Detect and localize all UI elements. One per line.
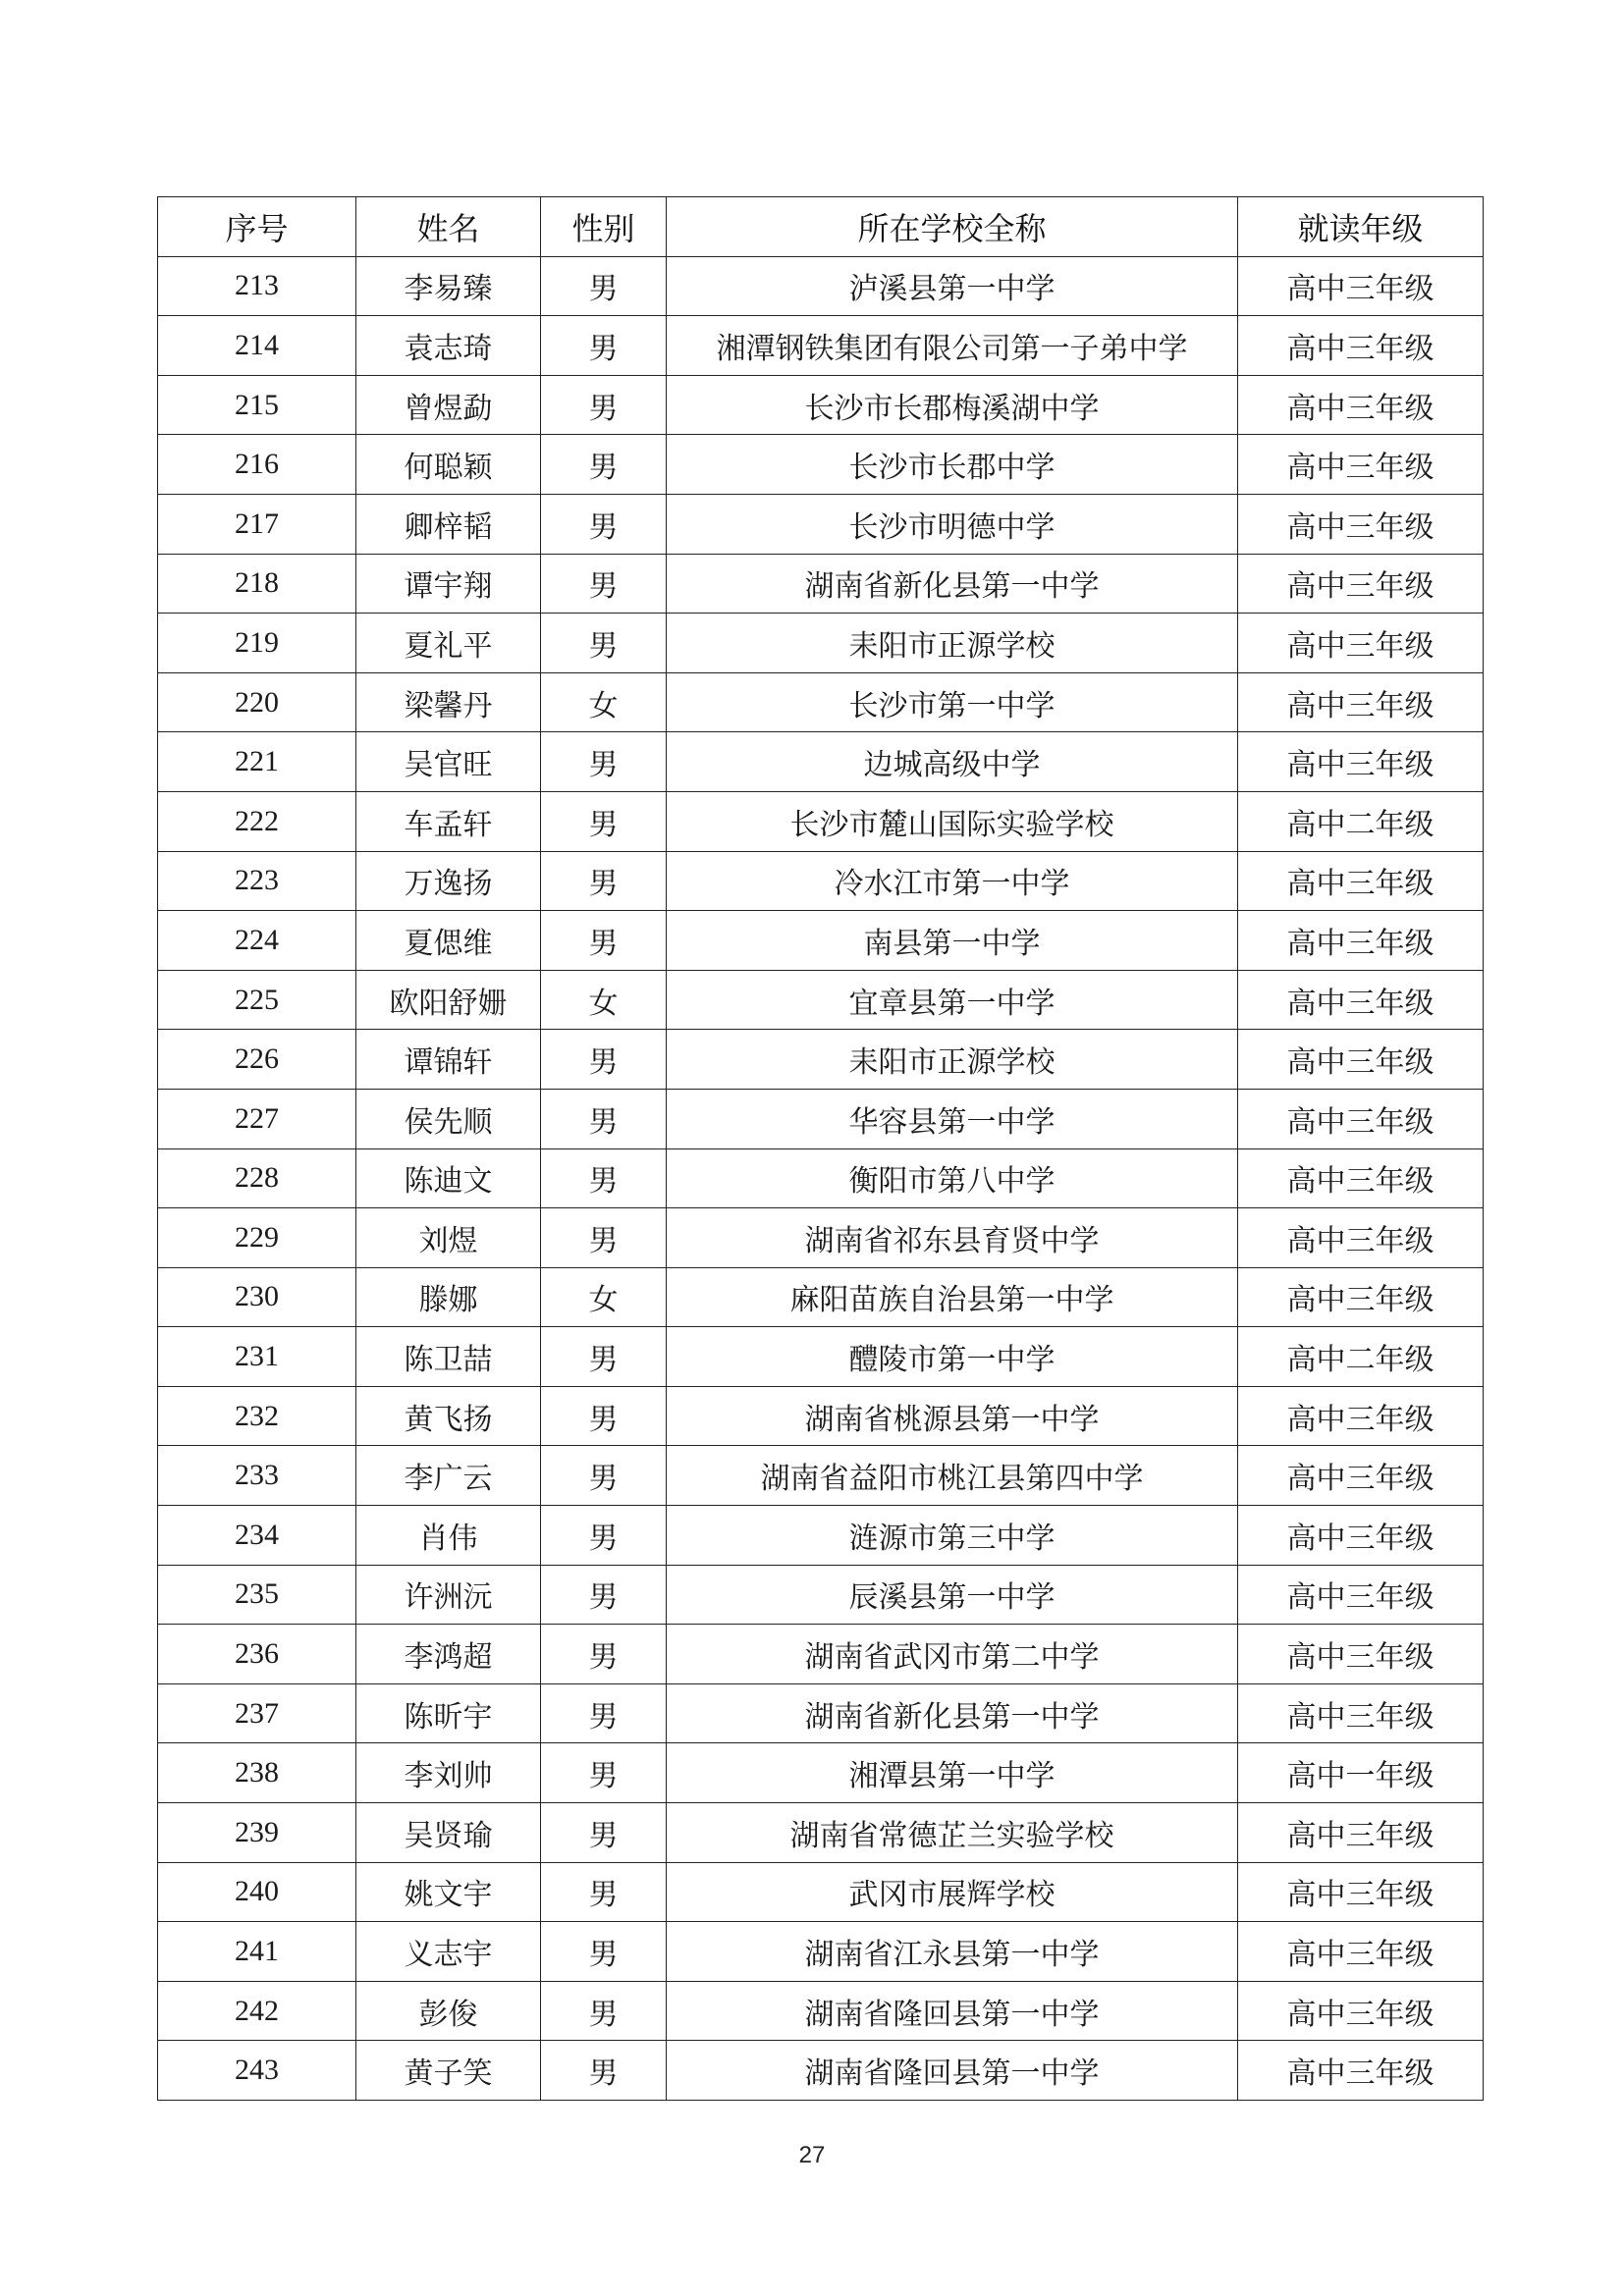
cell-grade: 高中一年级 <box>1238 1743 1484 1803</box>
cell-gender: 女 <box>541 970 667 1030</box>
cell-grade: 高中三年级 <box>1238 1981 1484 2041</box>
cell-school: 长沙市明德中学 <box>667 494 1238 554</box>
table-row <box>158 375 1484 435</box>
cell-name: 姚文宇 <box>356 1862 541 1922</box>
cell-serial-number: 216 <box>158 435 356 495</box>
table-row <box>158 1148 1484 1208</box>
cell-grade: 高中三年级 <box>1238 1625 1484 1684</box>
cell-grade: 高中三年级 <box>1238 375 1484 435</box>
cell-name: 李易臻 <box>356 256 541 316</box>
cell-grade: 高中三年级 <box>1238 1446 1484 1506</box>
table-row <box>158 851 1484 911</box>
table-header <box>158 197 1484 257</box>
cell-serial-number: 242 <box>158 1981 356 2041</box>
cell-serial-number: 238 <box>158 1743 356 1803</box>
cell-school: 长沙市长郡中学 <box>667 435 1238 495</box>
cell-name: 滕娜 <box>356 1267 541 1327</box>
cell-grade: 高中三年级 <box>1238 1089 1484 1148</box>
cell-gender: 男 <box>541 1148 667 1208</box>
table-row <box>158 1267 1484 1327</box>
cell-gender: 男 <box>541 1803 667 1863</box>
cell-school: 华容县第一中学 <box>667 1089 1238 1148</box>
cell-serial-number: 213 <box>158 256 356 316</box>
cell-school: 武冈市展辉学校 <box>667 1862 1238 1922</box>
cell-school: 湖南省新化县第一中学 <box>667 554 1238 614</box>
cell-name: 陈昕宇 <box>356 1683 541 1743</box>
cell-grade: 高中三年级 <box>1238 494 1484 554</box>
cell-school: 涟源市第三中学 <box>667 1506 1238 1566</box>
cell-school: 冷水江市第一中学 <box>667 851 1238 911</box>
cell-serial-number: 221 <box>158 732 356 792</box>
cell-school: 湖南省益阳市桃江县第四中学 <box>667 1446 1238 1506</box>
cell-school: 辰溪县第一中学 <box>667 1565 1238 1625</box>
cell-name: 彭俊 <box>356 1981 541 2041</box>
cell-gender: 男 <box>541 791 667 851</box>
cell-gender: 男 <box>541 1981 667 2041</box>
table-row <box>158 1506 1484 1566</box>
page-number: 27 <box>798 2142 826 2168</box>
table-row <box>158 1862 1484 1922</box>
cell-gender: 男 <box>541 316 667 376</box>
cell-serial-number: 236 <box>158 1625 356 1684</box>
cell-gender: 男 <box>541 1089 667 1148</box>
table-row <box>158 1089 1484 1148</box>
cell-grade: 高中三年级 <box>1238 851 1484 911</box>
table-row <box>158 316 1484 376</box>
cell-school: 麻阳苗族自治县第一中学 <box>667 1267 1238 1327</box>
cell-name: 谭宇翔 <box>356 554 541 614</box>
cell-grade: 高中三年级 <box>1238 554 1484 614</box>
cell-name: 肖伟 <box>356 1506 541 1566</box>
cell-name: 陈卫喆 <box>356 1327 541 1387</box>
cell-school: 湘潭钢铁集团有限公司第一子弟中学 <box>667 316 1238 376</box>
cell-grade: 高中三年级 <box>1238 1386 1484 1446</box>
cell-name: 车孟轩 <box>356 791 541 851</box>
cell-serial-number: 229 <box>158 1208 356 1268</box>
cell-name: 黄飞扬 <box>356 1386 541 1446</box>
cell-name: 谭锦轩 <box>356 1030 541 1090</box>
cell-name: 许洲沅 <box>356 1565 541 1625</box>
cell-name: 吴贤瑜 <box>356 1803 541 1863</box>
cell-serial-number: 227 <box>158 1089 356 1148</box>
cell-serial-number: 235 <box>158 1565 356 1625</box>
cell-school: 湖南省隆回县第一中学 <box>667 1981 1238 2041</box>
cell-serial-number: 222 <box>158 791 356 851</box>
cell-grade: 高中三年级 <box>1238 256 1484 316</box>
cell-grade: 高中三年级 <box>1238 2041 1484 2101</box>
cell-gender: 男 <box>541 494 667 554</box>
cell-school: 南县第一中学 <box>667 911 1238 971</box>
cell-gender: 男 <box>541 375 667 435</box>
cell-serial-number: 239 <box>158 1803 356 1863</box>
table-row <box>158 672 1484 732</box>
cell-gender: 男 <box>541 614 667 673</box>
cell-serial-number: 231 <box>158 1327 356 1387</box>
cell-gender: 男 <box>541 732 667 792</box>
cell-gender: 男 <box>541 1208 667 1268</box>
cell-name: 万逸扬 <box>356 851 541 911</box>
cell-name: 侯先顺 <box>356 1089 541 1148</box>
table-row <box>158 1743 1484 1803</box>
table-row <box>158 1208 1484 1268</box>
cell-serial-number: 226 <box>158 1030 356 1090</box>
cell-school: 湖南省祁东县育贤中学 <box>667 1208 1238 1268</box>
cell-name: 义志宇 <box>356 1922 541 1982</box>
table-row <box>158 435 1484 495</box>
cell-gender: 男 <box>541 1862 667 1922</box>
cell-gender: 男 <box>541 1683 667 1743</box>
cell-gender: 女 <box>541 1267 667 1327</box>
cell-name: 李广云 <box>356 1446 541 1506</box>
cell-school: 长沙市麓山国际实验学校 <box>667 791 1238 851</box>
student-roster-table <box>157 196 1484 2101</box>
table-row <box>158 614 1484 673</box>
cell-grade: 高中三年级 <box>1238 1030 1484 1090</box>
cell-grade: 高中三年级 <box>1238 1148 1484 1208</box>
cell-name: 梁馨丹 <box>356 672 541 732</box>
cell-name: 刘煜 <box>356 1208 541 1268</box>
cell-gender: 男 <box>541 1386 667 1446</box>
header-row <box>158 197 1484 257</box>
cell-gender: 男 <box>541 2041 667 2101</box>
cell-gender: 男 <box>541 1565 667 1625</box>
cell-school: 泸溪县第一中学 <box>667 256 1238 316</box>
cell-gender: 男 <box>541 911 667 971</box>
cell-gender: 男 <box>541 1743 667 1803</box>
cell-serial-number: 232 <box>158 1386 356 1446</box>
header-name: 姓名 <box>356 197 541 257</box>
cell-gender: 男 <box>541 1030 667 1090</box>
cell-school: 衡阳市第八中学 <box>667 1148 1238 1208</box>
cell-name: 卿梓韬 <box>356 494 541 554</box>
cell-school: 湖南省新化县第一中学 <box>667 1683 1238 1743</box>
table-row <box>158 1386 1484 1446</box>
cell-name: 李刘帅 <box>356 1743 541 1803</box>
cell-grade: 高中二年级 <box>1238 1327 1484 1387</box>
cell-grade: 高中三年级 <box>1238 435 1484 495</box>
table-row <box>158 2041 1484 2101</box>
table-row <box>158 1327 1484 1387</box>
table-row <box>158 554 1484 614</box>
table-row <box>158 1922 1484 1982</box>
table-row <box>158 1981 1484 2041</box>
cell-name: 欧阳舒姗 <box>356 970 541 1030</box>
cell-serial-number: 220 <box>158 672 356 732</box>
cell-serial-number: 215 <box>158 375 356 435</box>
cell-gender: 男 <box>541 554 667 614</box>
cell-school: 长沙市第一中学 <box>667 672 1238 732</box>
header-grade: 就读年级 <box>1238 197 1484 257</box>
table-row <box>158 494 1484 554</box>
cell-school: 湖南省隆回县第一中学 <box>667 2041 1238 2101</box>
cell-school: 边城高级中学 <box>667 732 1238 792</box>
cell-serial-number: 241 <box>158 1922 356 1982</box>
cell-grade: 高中三年级 <box>1238 672 1484 732</box>
cell-school: 宜章县第一中学 <box>667 970 1238 1030</box>
cell-name: 李鸿超 <box>356 1625 541 1684</box>
table-row <box>158 1446 1484 1506</box>
cell-gender: 男 <box>541 1446 667 1506</box>
cell-gender: 男 <box>541 1922 667 1982</box>
cell-name: 陈迪文 <box>356 1148 541 1208</box>
table-row <box>158 970 1484 1030</box>
cell-school: 湖南省桃源县第一中学 <box>667 1386 1238 1446</box>
cell-name: 曾煜勐 <box>356 375 541 435</box>
table-row <box>158 1565 1484 1625</box>
cell-school: 湖南省武冈市第二中学 <box>667 1625 1238 1684</box>
cell-gender: 男 <box>541 1506 667 1566</box>
cell-grade: 高中三年级 <box>1238 316 1484 376</box>
cell-serial-number: 240 <box>158 1862 356 1922</box>
cell-school: 湖南省常德芷兰实验学校 <box>667 1803 1238 1863</box>
cell-serial-number: 219 <box>158 614 356 673</box>
header-gender: 性别 <box>541 197 667 257</box>
cell-school: 湘潭县第一中学 <box>667 1743 1238 1803</box>
cell-name: 袁志琦 <box>356 316 541 376</box>
cell-serial-number: 218 <box>158 554 356 614</box>
cell-grade: 高中三年级 <box>1238 1922 1484 1982</box>
cell-serial-number: 214 <box>158 316 356 376</box>
table-row <box>158 256 1484 316</box>
cell-name: 黄子笑 <box>356 2041 541 2101</box>
cell-gender: 男 <box>541 256 667 316</box>
cell-serial-number: 225 <box>158 970 356 1030</box>
table-row <box>158 732 1484 792</box>
cell-grade: 高中三年级 <box>1238 1208 1484 1268</box>
table-row <box>158 1030 1484 1090</box>
cell-serial-number: 233 <box>158 1446 356 1506</box>
cell-serial-number: 230 <box>158 1267 356 1327</box>
cell-serial-number: 234 <box>158 1506 356 1566</box>
cell-grade: 高中三年级 <box>1238 1803 1484 1863</box>
cell-grade: 高中三年级 <box>1238 1862 1484 1922</box>
cell-serial-number: 243 <box>158 2041 356 2101</box>
cell-gender: 男 <box>541 1625 667 1684</box>
table-row <box>158 1683 1484 1743</box>
table-row <box>158 791 1484 851</box>
cell-serial-number: 217 <box>158 494 356 554</box>
header-school: 所在学校全称 <box>667 197 1238 257</box>
table-body <box>158 256 1484 2100</box>
cell-gender: 男 <box>541 435 667 495</box>
cell-serial-number: 224 <box>158 911 356 971</box>
cell-school: 耒阳市正源学校 <box>667 1030 1238 1090</box>
cell-grade: 高中二年级 <box>1238 791 1484 851</box>
cell-serial-number: 228 <box>158 1148 356 1208</box>
cell-grade: 高中三年级 <box>1238 1565 1484 1625</box>
cell-gender: 男 <box>541 851 667 911</box>
cell-name: 夏礼平 <box>356 614 541 673</box>
table-row <box>158 1625 1484 1684</box>
cell-grade: 高中三年级 <box>1238 614 1484 673</box>
cell-school: 醴陵市第一中学 <box>667 1327 1238 1387</box>
cell-school: 长沙市长郡梅溪湖中学 <box>667 375 1238 435</box>
table-row <box>158 911 1484 971</box>
cell-school: 湖南省江永县第一中学 <box>667 1922 1238 1982</box>
cell-name: 夏偲维 <box>356 911 541 971</box>
cell-grade: 高中三年级 <box>1238 1683 1484 1743</box>
cell-serial-number: 237 <box>158 1683 356 1743</box>
cell-grade: 高中三年级 <box>1238 970 1484 1030</box>
cell-name: 何聪颖 <box>356 435 541 495</box>
cell-grade: 高中三年级 <box>1238 1506 1484 1566</box>
header-serial-number: 序号 <box>158 197 356 257</box>
cell-grade: 高中三年级 <box>1238 1267 1484 1327</box>
cell-name: 吴官旺 <box>356 732 541 792</box>
cell-gender: 男 <box>541 1327 667 1387</box>
cell-gender: 女 <box>541 672 667 732</box>
cell-grade: 高中三年级 <box>1238 732 1484 792</box>
cell-school: 耒阳市正源学校 <box>667 614 1238 673</box>
cell-grade: 高中三年级 <box>1238 911 1484 971</box>
table-row <box>158 1803 1484 1863</box>
cell-serial-number: 223 <box>158 851 356 911</box>
